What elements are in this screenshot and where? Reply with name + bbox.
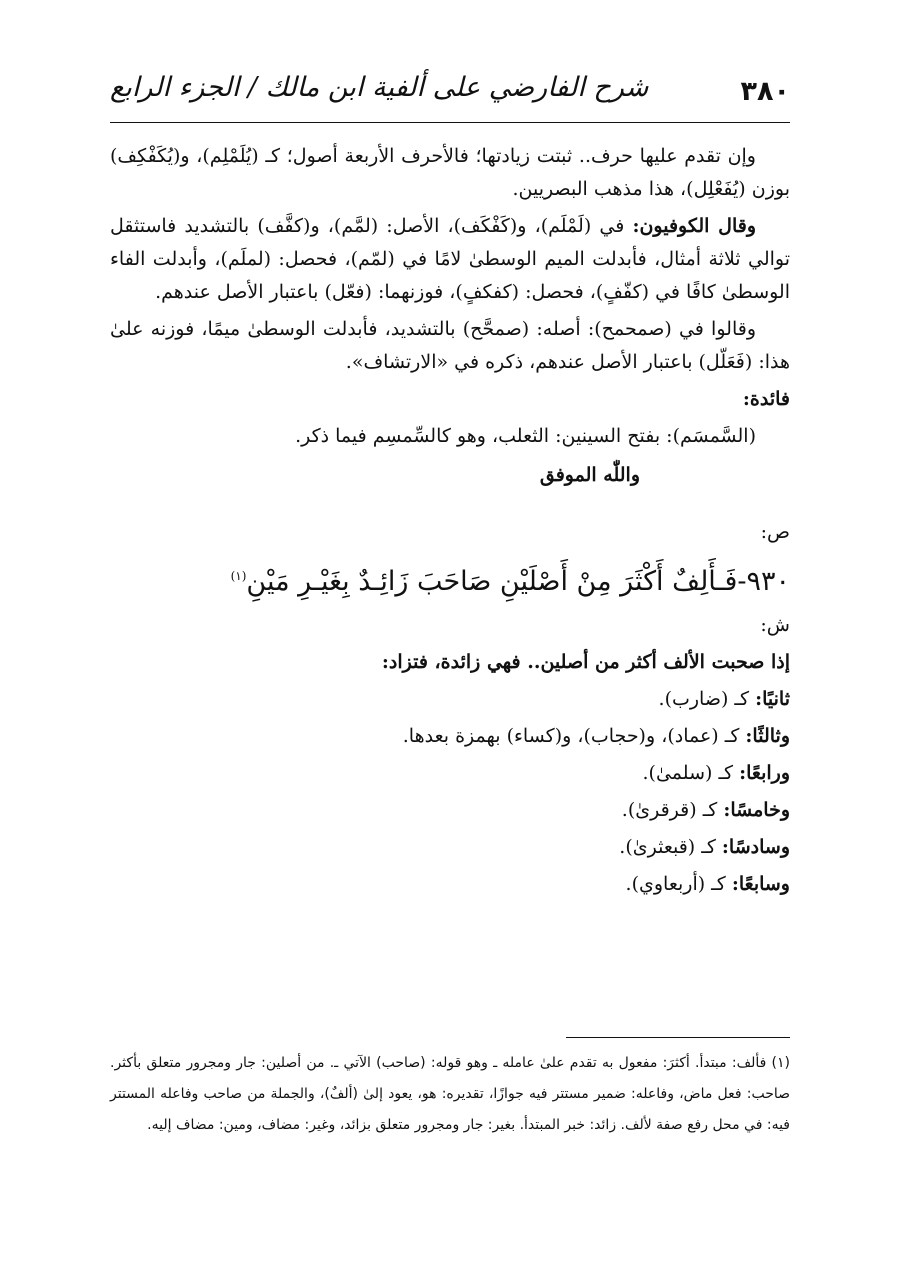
list-item-label: وخامسًا: bbox=[723, 799, 790, 821]
list-item-label: ثانيًا: bbox=[755, 688, 790, 710]
list-item-text: كـ (عماد)، و(حجاب)، و(كساء) بهمزة بعدها. bbox=[402, 725, 746, 747]
rule-statement: إذا صحبت الألف أكثر من أصلين.. فهي زائدة، فتزاد: bbox=[381, 651, 790, 673]
list-item bbox=[110, 794, 790, 827]
list-item bbox=[110, 757, 790, 790]
list-item-label: وسابعًا: bbox=[731, 873, 790, 895]
list-item-label: ورابعًا: bbox=[739, 762, 790, 784]
verse-text: ٩٣٠-فَـأَلِفٌ أَكْثَرَ مِنْ أَصْلَيْنِ صَاحَبَ زَائِـدٌ بِغَيْـرِ مَيْنِ bbox=[246, 566, 790, 597]
footnote: (١) فألف: مبتدأ. أكثرَ: مفعول به تقدم علىٰ عامله ـ وهو قوله: (صاحب) الآتي ـ. من أصلين: جار ومجرور متعلق بأكثر. صاحب: فعل ماض، وفاعله: ضمير مستتر فيه جوازًا، تقديره: هو، يعود إلىٰ (ألفٌ)، والجملة من صاحب وفاعله المستتر فيه: في محل رفع صفة لألف. زائد: خبر المبتدأ. بغير: جار ومجرور متعلق بزائد، وغير: مضاف، ومين: مضاف إليه. bbox=[110, 1055, 790, 1133]
header-divider bbox=[110, 122, 790, 123]
list-item-label: وثالثًا: bbox=[745, 725, 790, 747]
footnote-divider bbox=[566, 1037, 790, 1038]
list-item bbox=[110, 683, 790, 716]
verse-line bbox=[110, 553, 790, 605]
list-item bbox=[110, 720, 790, 753]
list-item-text: كـ (ضارب). bbox=[658, 688, 756, 710]
paragraph-basrans: وإن تقدم عليها حرف.. ثبتت زيادتها؛ فالأحرف الأربعة أصول؛ كـ (يُلَمْلِم)، و(يُكَفْكِف) بوزن (يُفَعْلِل)، هذا مذهب البصريين. bbox=[110, 145, 790, 200]
running-title: شرح الفارضي على ألفية ابن مالك / الجزء الرابع bbox=[110, 72, 649, 103]
kufans-lead: وقال الكوفيون: bbox=[632, 215, 756, 237]
list-item-text: كـ (أربعاوي). bbox=[625, 873, 732, 895]
page-header bbox=[110, 62, 790, 126]
text-marker: ص: bbox=[760, 521, 790, 543]
paragraph-samahmah: وقالوا في (صمحمح): أصله: (صمحَّح) بالتشديد، فأبدلت الوسطىٰ ميمًا، فوزنه علىٰ هذا: (فَعَلّل) باعتبار الأصل عندهم، ذكره في «الارتشاف». bbox=[110, 318, 790, 373]
list-item-text: كـ (سلمىٰ). bbox=[642, 762, 740, 784]
main-text bbox=[110, 140, 790, 905]
kufans-text: في (لَمْلَم)، و(كَفْكَف)، الأصل: (لمَّم)، و(كفَّف) بالتشديد فاستثقل توالي ثلاثة أمثال، فأبدلت الميم الوسطىٰ لامًا في (لمّم)، فحصل: (لملَم)، وأبدلت الفاء الوسطىٰ كافًا في (كفّفٍ)، فحصل: (كفكفٍ)، فوزنهما: (فعّل) باعتبار الأصل عندهم. bbox=[110, 215, 790, 303]
paragraph-kufans bbox=[110, 210, 790, 309]
footnote-ref: (١) bbox=[230, 569, 247, 583]
list-item-text: كـ (قبعثرىٰ). bbox=[619, 836, 722, 858]
list-item bbox=[110, 868, 790, 901]
closing-line: واللّٰه الموفق bbox=[539, 464, 640, 486]
page-number: ٣٨٠ bbox=[740, 76, 790, 107]
commentary-marker: ش: bbox=[760, 614, 790, 636]
faida-heading: فائدة: bbox=[742, 388, 790, 410]
list-item-text: كـ (قرقرىٰ). bbox=[621, 799, 724, 821]
list-item bbox=[110, 831, 790, 864]
list-item-label: وسادسًا: bbox=[721, 836, 790, 858]
faida-text: (السَّمسَم): بفتح السينين: الثعلب، وهو كالسِّمسِم فيما ذكر. bbox=[295, 425, 756, 447]
